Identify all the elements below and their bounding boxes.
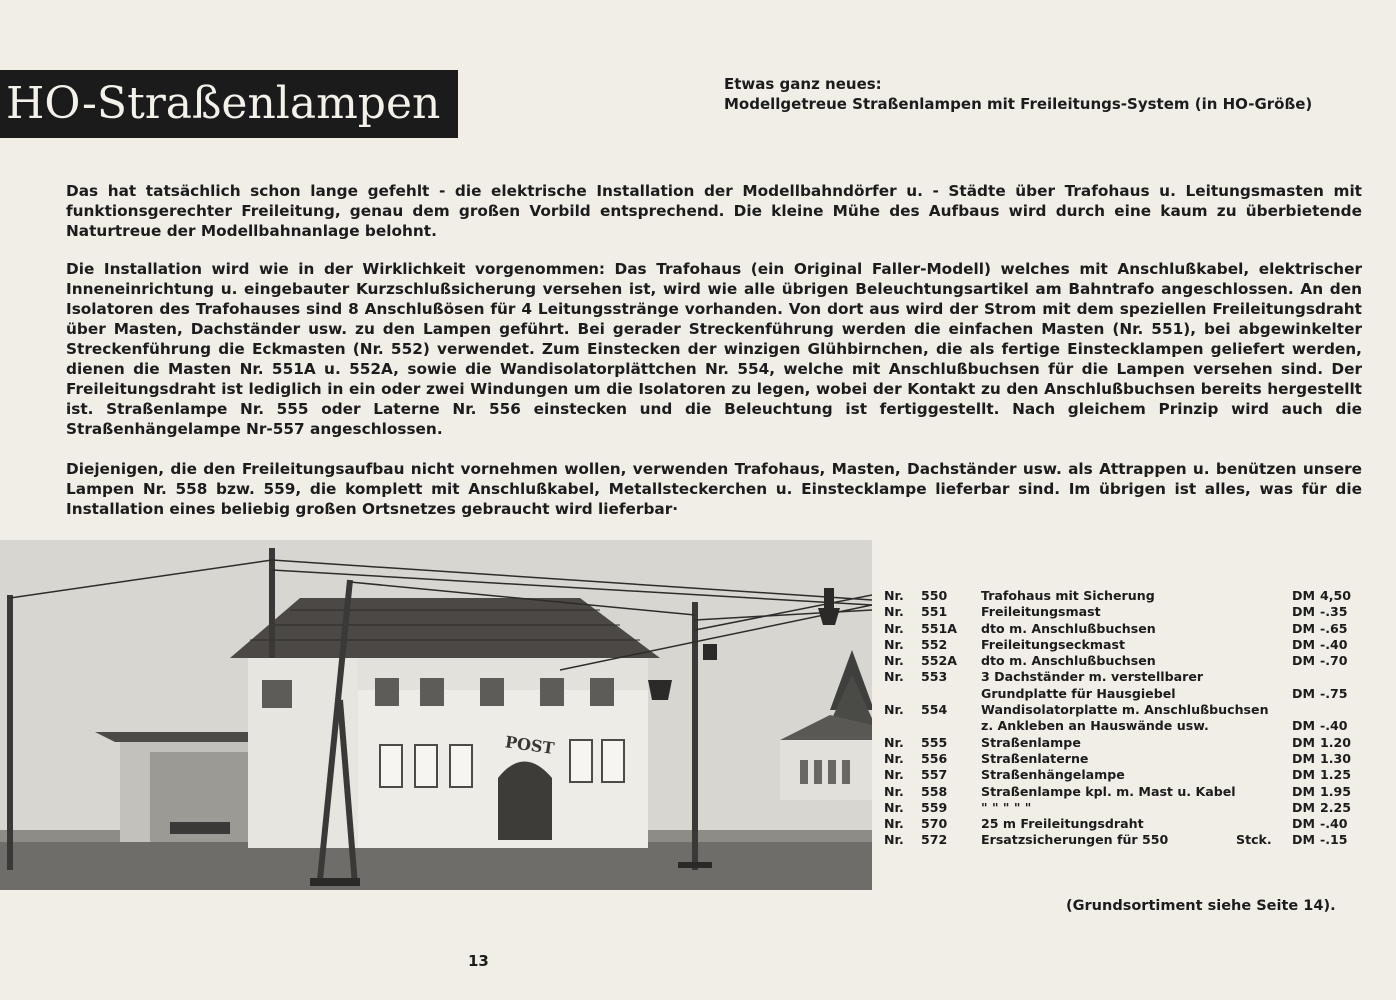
- item-prefix: Nr.: [884, 783, 904, 799]
- item-number: 551A: [921, 620, 958, 636]
- item-description: Straßenhängelampe: [981, 767, 1125, 783]
- item-price: 1.25: [1320, 767, 1352, 783]
- item-description: " " " " ": [981, 799, 1032, 815]
- price-list-row: [884, 669, 1372, 685]
- currency-label: DM: [1292, 783, 1315, 799]
- price-list-row: [884, 784, 1372, 800]
- currency-label: DM: [1292, 620, 1315, 636]
- item-prefix: Nr.: [884, 669, 904, 685]
- price-list-row: [884, 816, 1372, 832]
- item-number: 554: [921, 702, 948, 718]
- currency-label: DM: [1292, 588, 1315, 603]
- item-price: -.40: [1320, 816, 1348, 832]
- item-price: 4,50: [1320, 588, 1352, 603]
- item-prefix: Nr.: [884, 588, 904, 603]
- currency-label: DM: [1292, 816, 1315, 832]
- item-price: -.40: [1320, 636, 1348, 652]
- price-list-row: [884, 718, 1372, 734]
- item-prefix: Nr.: [884, 636, 904, 652]
- item-description: Ersatzsicherungen für 550: [981, 832, 1169, 848]
- currency-label: DM: [1292, 799, 1315, 815]
- item-description: 3 Dachständer m. verstellbarer: [981, 669, 1204, 685]
- price-list-row: [884, 686, 1372, 702]
- page-title: HO-Straßenlampen: [0, 70, 458, 138]
- item-description: Freileitungsmast: [981, 604, 1101, 620]
- subtitle-block: [724, 74, 1374, 114]
- item-prefix: Nr.: [884, 702, 904, 718]
- item-description: 25 m Freileitungsdraht: [981, 816, 1144, 832]
- item-number: 556: [921, 750, 948, 766]
- item-number: 553: [921, 669, 948, 685]
- price-list-row: [884, 588, 1372, 604]
- item-description: dto m. Anschlußbuchsen: [981, 620, 1156, 636]
- item-description: Wandisolatorplatte m. Anschlußbuchsen: [981, 702, 1269, 718]
- installation-paragraph: Die Installation wird wie in der Wirklichkeit vorgenommen: Das Trafohaus (ein Original Faller-Modell) welches mit Anschlußkabel, elektrischer Inneneinrichtung u. eingebauter Kurzschlußsicherung versehen ist, wird wie alle übrigen Beleuchtungsartikel am Bahntrafo angeschlossen. An den Isolatoren des Trafohauses sind 8 Anschlußösen für 4 Leitungsstränge vorhanden. Von dort aus wird der Strom mit dem speziellen Freileitungsdraht über Masten, Dachständer usw. zu den Lampen geführt. Bei gerader Streckenführung werden die einfachen Masten (Nr. 551), bei abgewinkelter Streckenführung die Eckmasten (Nr. 552) verwendet. Zum Einstecken der winzigen Glühbirnchen, die als fertige Einstecklampen geliefert werden, dienen die Masten Nr. 551A u. 552A, sowie die Wandisolatorplättchen Nr. 554, welche mit Anschlußbuchsen für die Lampen versehen sind. Der Freileitungsdraht ist lediglich in ein oder zwei Windungen um die Isolatoren zu legen, wobei der Kontakt zu den Anschlußbuchsen bereits hergestellt ist. Straßenlampe Nr. 555 oder Laterne Nr. 556 einstecken und die Beleuchtung ist fertiggestellt. Nach gleichem Prinzip wird auch die Straßenhängelampe Nr-557 angeschlossen.: [66, 260, 1362, 438]
- item-price: -.35: [1320, 604, 1348, 620]
- subtitle-line-1: Etwas ganz neues:: [724, 75, 882, 93]
- item-price: 1.30: [1320, 750, 1352, 766]
- item-number: 570: [921, 816, 948, 832]
- item-number: 559: [921, 799, 948, 815]
- item-number: 557: [921, 767, 948, 783]
- item-price: -.65: [1320, 620, 1348, 636]
- page-number: 13: [468, 952, 489, 970]
- item-number: 572: [921, 832, 948, 848]
- currency-label: DM: [1292, 685, 1315, 701]
- price-list-row: [884, 735, 1372, 751]
- item-prefix: Nr.: [884, 750, 904, 766]
- item-prefix: Nr.: [884, 734, 904, 750]
- item-price: 1.95: [1320, 783, 1352, 799]
- item-description: Trafohaus mit Sicherung: [981, 588, 1155, 603]
- currency-label: DM: [1292, 832, 1315, 848]
- item-prefix: Nr.: [884, 832, 904, 848]
- item-number: 555: [921, 734, 948, 750]
- item-number: 552A: [921, 653, 958, 669]
- item-prefix: Nr.: [884, 653, 904, 669]
- currency-label: DM: [1292, 718, 1315, 734]
- item-prefix: Nr.: [884, 604, 904, 620]
- item-price: -.40: [1320, 718, 1348, 734]
- item-number: 551: [921, 604, 948, 620]
- price-list-row: [884, 637, 1372, 653]
- item-price: 1.20: [1320, 734, 1352, 750]
- item-prefix: Nr.: [884, 620, 904, 636]
- intro-paragraph: Das hat tatsächlich schon lange gefehlt - die elektrische Installation der Modellbahndörfer u. - Städte über Trafohaus u. Leitungsmasten mit funktionsgerechter Freileitung, genau dem großen Vorbild entsprechend. Die kleine Mühe des Aufbaus wird durch eine kaum zu überbietende Naturtreue der Modellbahnanlage belohnt.: [66, 182, 1362, 240]
- item-prefix: Nr.: [884, 767, 904, 783]
- item-description: Freileitungseckmast: [981, 636, 1126, 652]
- item-description: dto m. Anschlußbuchsen: [981, 653, 1156, 669]
- item-prefix: Nr.: [884, 816, 904, 832]
- item-description: Straßenlaterne: [981, 750, 1089, 766]
- post-sign-text: POST: [503, 732, 556, 759]
- currency-label: DM: [1292, 604, 1315, 620]
- currency-label: DM: [1292, 636, 1315, 652]
- item-prefix: Nr.: [884, 799, 904, 815]
- item-number: 552: [921, 636, 948, 652]
- footnote: (Grundsortiment siehe Seite 14).: [1066, 898, 1336, 914]
- price-list-row: [884, 702, 1372, 718]
- price-list-row: [884, 767, 1372, 783]
- item-description: z. Ankleben an Hauswände usw.: [981, 718, 1209, 734]
- price-list-row: [884, 604, 1372, 620]
- currency-label: DM: [1292, 653, 1315, 669]
- currency-label: DM: [1292, 734, 1315, 750]
- price-list-row: [884, 832, 1372, 848]
- price-list-row: [884, 621, 1372, 637]
- item-number: 550: [921, 588, 948, 603]
- item-description: Straßenlampe: [981, 734, 1081, 750]
- attrappen-paragraph: Diejenigen, die den Freileitungsaufbau nicht vornehmen wollen, verwenden Trafohaus, Masten, Dachständer usw. als Attrappen u. benützen unsere Lampen Nr. 558 bzw. 559, die komplett mit Anschlußkabel, Metallsteckerchen u. Einstecklampe lieferbar sind. Im übrigen ist alles, was für die Installation eines beliebig großen Ortsnetzes gebraucht wird lieferbar·: [66, 460, 1362, 518]
- price-list: [884, 588, 1372, 849]
- item-price: 2.25: [1320, 799, 1352, 815]
- price-list-row: [884, 751, 1372, 767]
- item-unit: Stck.: [1236, 832, 1272, 848]
- item-price: -.75: [1320, 685, 1348, 701]
- currency-label: DM: [1292, 750, 1315, 766]
- subtitle-line-2: Modellgetreue Straßenlampen mit Freileitungs-System (in HO-Größe): [724, 95, 1313, 113]
- item-price: -.15: [1320, 832, 1348, 848]
- price-list-row: [884, 800, 1372, 816]
- item-description: Straßenlampe kpl. m. Mast u. Kabel: [981, 783, 1236, 799]
- item-price: -.70: [1320, 653, 1348, 669]
- item-number: 558: [921, 783, 948, 799]
- currency-label: DM: [1292, 767, 1315, 783]
- price-list-row: [884, 653, 1372, 669]
- model-scene-photo: [0, 540, 872, 890]
- item-description: Grundplatte für Hausgiebel: [981, 685, 1176, 701]
